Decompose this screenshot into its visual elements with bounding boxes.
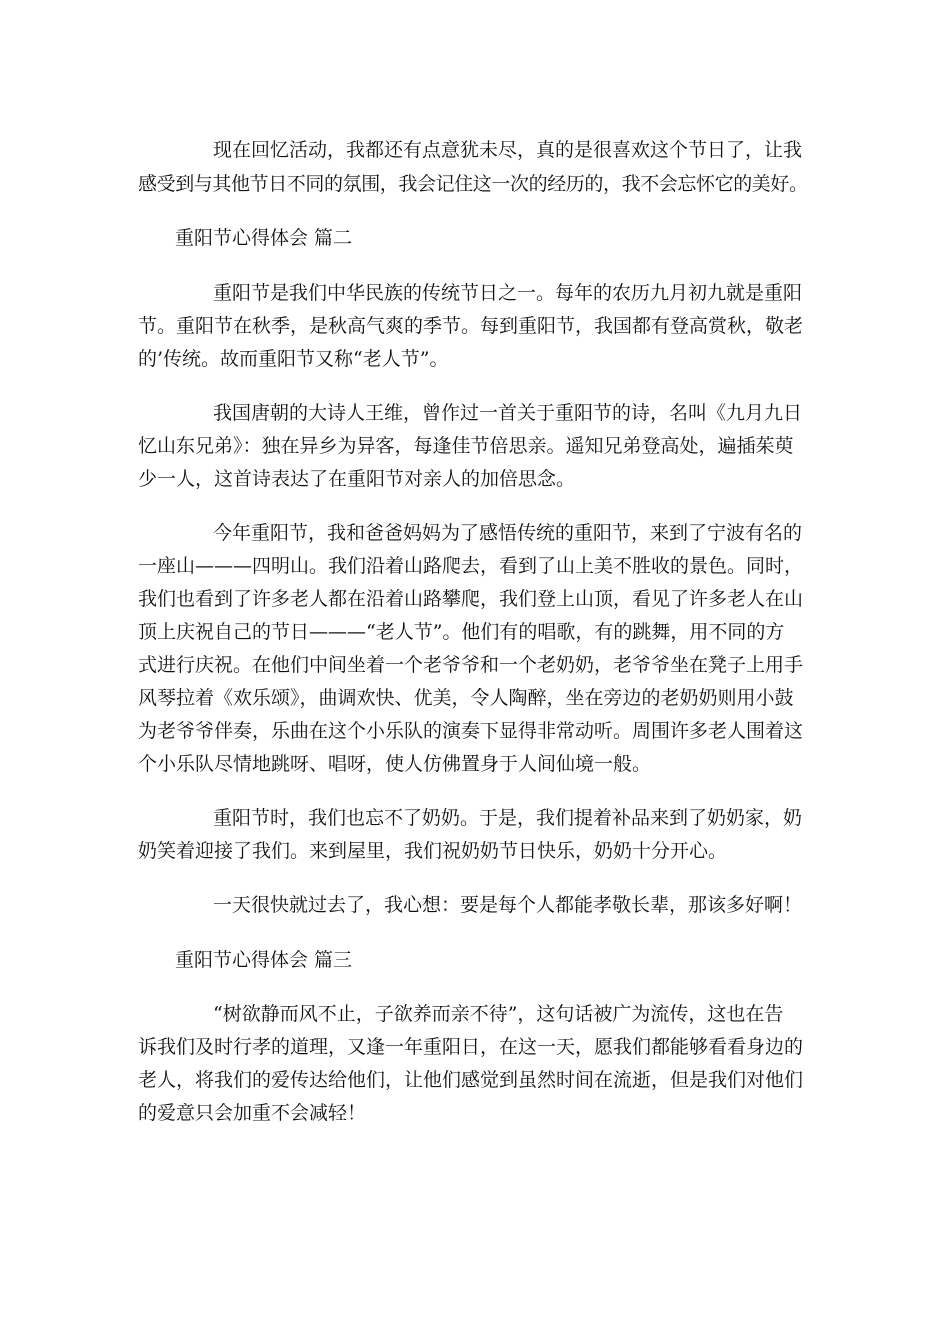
- paragraph-line: 我国唐朝的大诗人王维，曾作过一首关于重阳节的诗，名叫《九月九日: [213, 402, 803, 424]
- paragraph-line: 为老爷爷伴奏，乐曲在这个小乐队的演奏下显得非常动听。周围许多老人围着这: [138, 720, 804, 742]
- paragraph-line: 式进行庆祝。在他们中间坐着一个老爷爷和一个老奶奶，老爷爷坐在凳子上用手: [138, 654, 804, 676]
- paragraph-line: 现在回忆活动，我都还有点意犹未尽，真的是很喜欢这个节日了，让我: [213, 139, 803, 161]
- paragraph-line: “树欲静而风不止，子欲养而亲不待”，这句话被广为流传，这也在告: [213, 1003, 784, 1025]
- paragraph-line: 诉我们及时行孝的道理，又逢一年重阳日，在这一天，愿我们都能够看看身边的: [138, 1036, 804, 1058]
- paragraph-line: 个小乐队尽情地跳呀、唱呀，使人仿佛置身于人间仙境一般。: [138, 753, 652, 775]
- paragraph-line: 的’传统。故而重阳节又称“老人节”。: [138, 348, 449, 370]
- paragraph-line: 一座山———四明山。我们沿着山路爬去，看到了山上美不胜收的景色。同时，: [138, 555, 804, 577]
- paragraph-line: 的爱意只会加重不会减轻！: [138, 1102, 367, 1124]
- paragraph-line: 感受到与其他节日不同的氛围，我会记住这一次的经历的，我不会忘怀它的美好。: [138, 173, 808, 195]
- paragraph-line: 少一人，这首诗表达了在重阳节对亲人的加倍思念。: [138, 468, 576, 490]
- section-heading: 重阳节心得体会 篇二: [175, 227, 353, 249]
- section-heading: 重阳节心得体会 篇三: [175, 949, 353, 971]
- paragraph-line: 重阳节时，我们也忘不了奶奶。于是，我们提着补品来到了奶奶家，奶: [213, 807, 803, 829]
- paragraph-line: 今年重阳节，我和爸爸妈妈为了感悟传统的重阳节，来到了宁波有名的: [213, 522, 803, 544]
- paragraph-line: 风琴拉着《欢乐颂》，曲调欢快、优美，令人陶醉，坐在旁边的老奶奶则用小鼓: [138, 687, 794, 709]
- paragraph-line: 顶上庆祝自己的节日———“老人节”。他们有的唱歌，有的跳舞，用不同的方: [138, 621, 785, 643]
- paragraph-line: 节。重阳节在秋季，是秋高气爽的季节。每到重阳节，我国都有登高赏秋，敬老: [138, 315, 804, 337]
- paragraph-line: 忆山东兄弟》：独在异乡为异客，每逢佳节倍思亲。遥知兄弟登高处，遍插茱萸: [138, 435, 794, 457]
- paragraph-line: 重阳节是我们中华民族的传统节日之一。每年的农历九月初九就是重阳: [213, 282, 803, 304]
- paragraph-line: 一天很快就过去了，我心想：要是每个人都能孝敬长辈，那该多好啊！: [213, 894, 803, 916]
- paragraph-line: 我们也看到了许多老人都在沿着山路攀爬，我们登上山顶，看见了许多老人在山: [138, 588, 804, 610]
- paragraph-line: 老人，将我们的爱传达给他们，让他们感觉到虽然时间在流逝，但是我们对他们: [138, 1069, 804, 1091]
- paragraph-line: 奶笑着迎接了我们。来到屋里，我们祝奶奶节日快乐，奶奶十分开心。: [138, 840, 728, 862]
